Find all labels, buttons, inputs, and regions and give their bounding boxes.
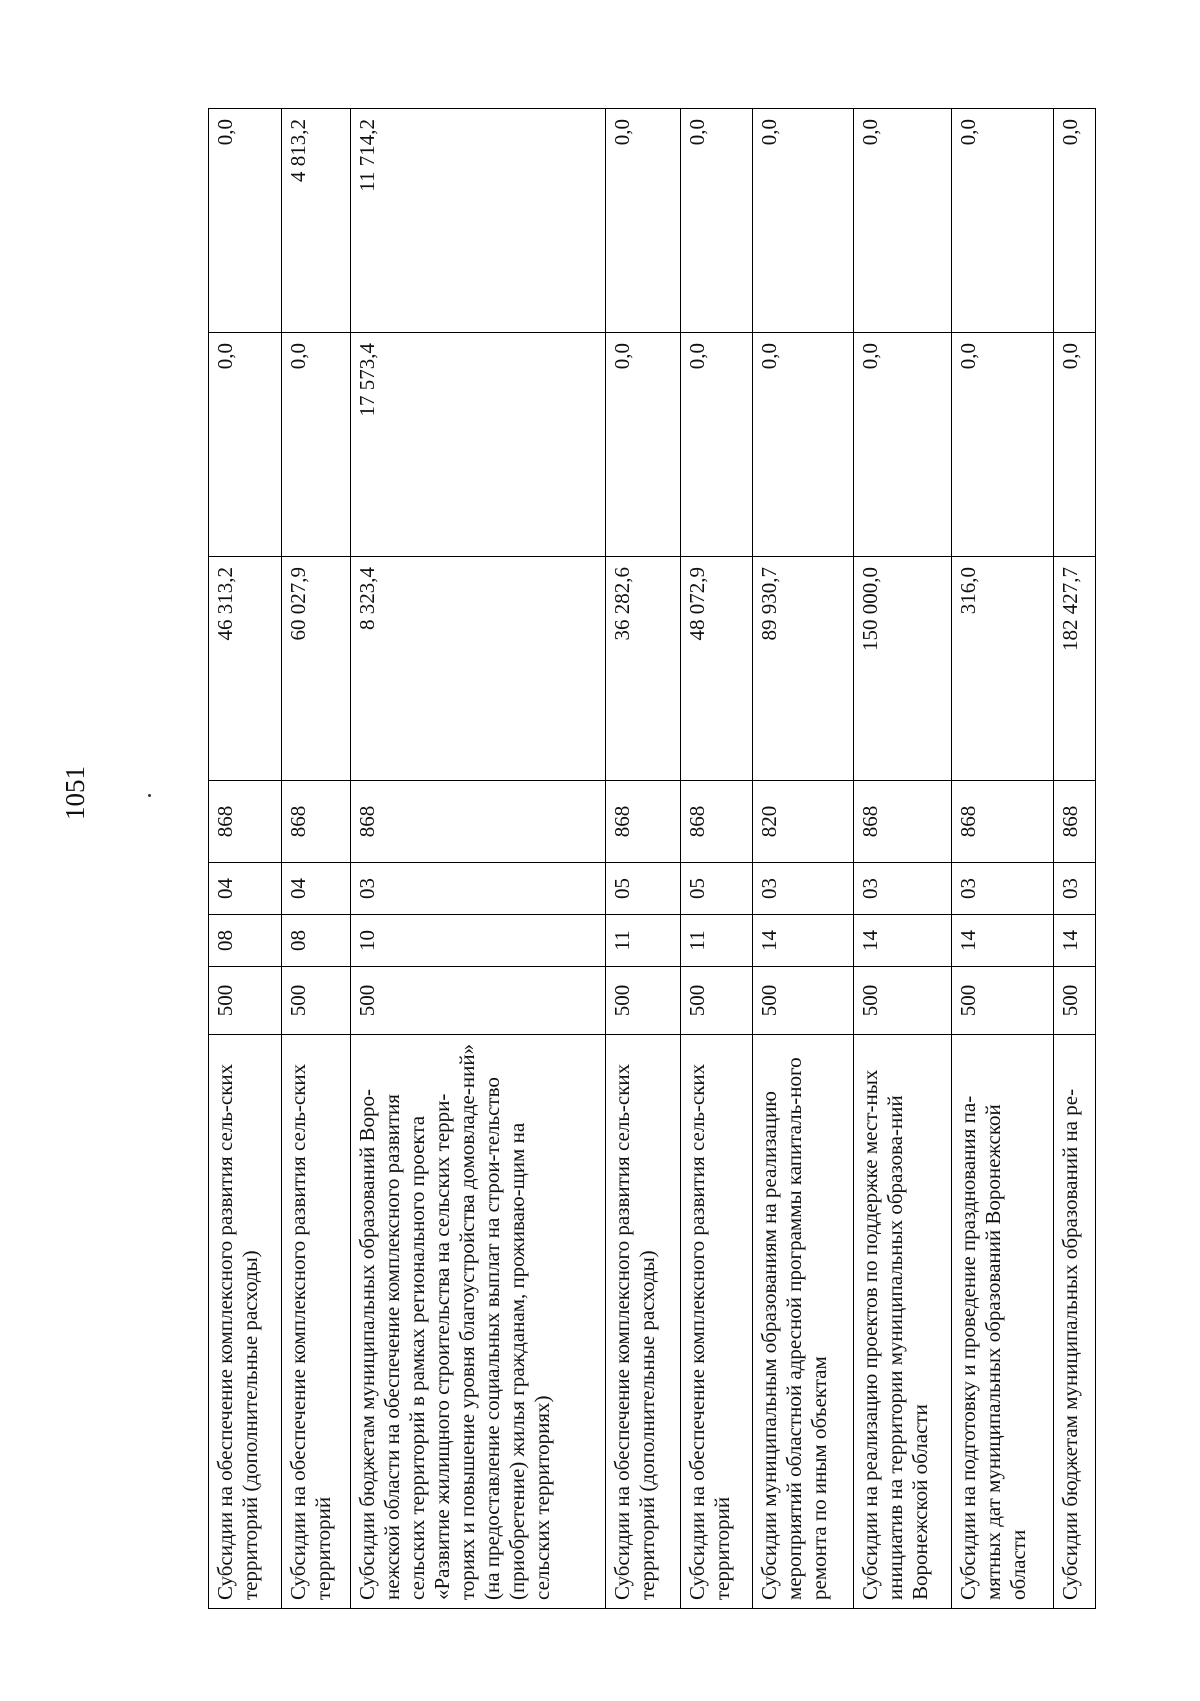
amount-cell: 0,0 (951, 333, 1053, 557)
amount-cell: 0,0 (281, 333, 350, 557)
amount-cell: 0,0 (209, 109, 282, 333)
code-cell: 08 (209, 915, 282, 967)
code-cell: 868 (281, 781, 350, 863)
code-cell: 868 (350, 781, 605, 863)
table-row (1053, 109, 1095, 1609)
amount-cell: 0,0 (854, 109, 952, 333)
amount-cell: 11 714,2 (350, 109, 605, 333)
amount-cell: 0,0 (606, 333, 681, 557)
amount-cell: 0,0 (753, 333, 854, 557)
code-cell: 500 (209, 967, 282, 1035)
code-cell: 868 (209, 781, 282, 863)
code-cell: 868 (854, 781, 952, 863)
row-description: Субсидии на обеспечение комплексного развития сель-ских территорий (281, 1035, 350, 1609)
table-row (854, 109, 952, 1609)
code-cell: 08 (281, 915, 350, 967)
amount-cell: 0,0 (606, 109, 681, 333)
amount-cell: 316,0 (951, 557, 1053, 781)
code-cell: 500 (1053, 967, 1095, 1035)
amount-cell: 182 427,7 (1053, 557, 1095, 781)
code-cell: 04 (209, 863, 282, 915)
row-description: Субсидии на обеспечение комплексного развития сель-ских территорий (дополнительные расходы) (209, 1035, 282, 1609)
amount-cell: 60 027,9 (281, 557, 350, 781)
code-cell: 05 (680, 863, 753, 915)
row-description: Субсидии на реализацию проектов по поддержке мест-ных инициатив на территории муниципальных образова-ний Воронежской области (854, 1035, 952, 1609)
amount-cell: 48 072,9 (680, 557, 753, 781)
code-cell: 500 (951, 967, 1053, 1035)
code-cell: 03 (951, 863, 1053, 915)
amount-cell: 46 313,2 (209, 557, 282, 781)
code-cell: 868 (606, 781, 681, 863)
code-cell: 868 (951, 781, 1053, 863)
amount-cell: 89 930,7 (753, 557, 854, 781)
table-row (350, 109, 605, 1609)
amount-cell: 0,0 (209, 333, 282, 557)
rotated-table-container (208, 109, 1096, 1609)
table-row (680, 109, 753, 1609)
code-cell: 11 (680, 915, 753, 967)
code-cell: 820 (753, 781, 854, 863)
code-cell: 11 (606, 915, 681, 967)
row-description: Субсидии бюджетам муниципальных образований Воро-нежской области на обеспечение комплексного развития сельских территорий в рамках регионального проекта «Развитие жилищного строительства на сельских терри-ториях и повышение уровня благоустройства домовладе-ний» (на предоставление социальных выплат на строи-тельство (приобретение) жилья гражданам, проживаю-щим на сельских территориях) (350, 1035, 605, 1609)
code-cell: 03 (350, 863, 605, 915)
code-cell: 868 (1053, 781, 1095, 863)
amount-cell: 0,0 (951, 109, 1053, 333)
amount-cell: 0,0 (753, 109, 854, 333)
amount-cell: 0,0 (1053, 333, 1095, 557)
amount-cell: 0,0 (680, 333, 753, 557)
code-cell: 500 (854, 967, 952, 1035)
code-cell: 500 (606, 967, 681, 1035)
amount-cell: 150 000,0 (854, 557, 952, 781)
amount-cell: 36 282,6 (606, 557, 681, 781)
amount-cell: 0,0 (680, 109, 753, 333)
scan-speck (148, 794, 151, 797)
code-cell: 10 (350, 915, 605, 967)
amount-cell: 0,0 (1053, 109, 1095, 333)
code-cell: 03 (753, 863, 854, 915)
code-cell: 500 (680, 967, 753, 1035)
code-cell: 14 (854, 915, 952, 967)
code-cell: 500 (753, 967, 854, 1035)
code-cell: 05 (606, 863, 681, 915)
amount-cell: 0,0 (854, 333, 952, 557)
row-description: Субсидии на обеспечение комплексного развития сель-ских территорий (дополнительные расходы) (606, 1035, 681, 1609)
table-row (951, 109, 1053, 1609)
page-number: 1051 (60, 766, 90, 820)
table-row (753, 109, 854, 1609)
row-description: Субсидии муниципальным образованиям на реализацию мероприятий областной адресной программы капиталь-ного ремонта по иным объектам (753, 1035, 854, 1609)
code-cell: 868 (680, 781, 753, 863)
row-description: Субсидии на обеспечение комплексного развития сель-ских территорий (680, 1035, 753, 1609)
amount-cell: 4 813,2 (281, 109, 350, 333)
code-cell: 14 (951, 915, 1053, 967)
row-description: Субсидии на подготовку и проведение празднования па-мятных дат муниципальных образований Воронежской области (951, 1035, 1053, 1609)
amount-cell: 8 323,4 (350, 557, 605, 781)
code-cell: 03 (854, 863, 952, 915)
code-cell: 500 (281, 967, 350, 1035)
code-cell: 500 (350, 967, 605, 1035)
table-row (209, 109, 282, 1609)
table-row (606, 109, 681, 1609)
code-cell: 04 (281, 863, 350, 915)
code-cell: 03 (1053, 863, 1095, 915)
code-cell: 14 (753, 915, 854, 967)
amount-cell: 17 573,4 (350, 333, 605, 557)
row-description: Субсидии бюджетам муниципальных образований на ре- (1053, 1035, 1095, 1609)
code-cell: 14 (1053, 915, 1095, 967)
budget-table (208, 108, 1096, 1609)
table-row (281, 109, 350, 1609)
